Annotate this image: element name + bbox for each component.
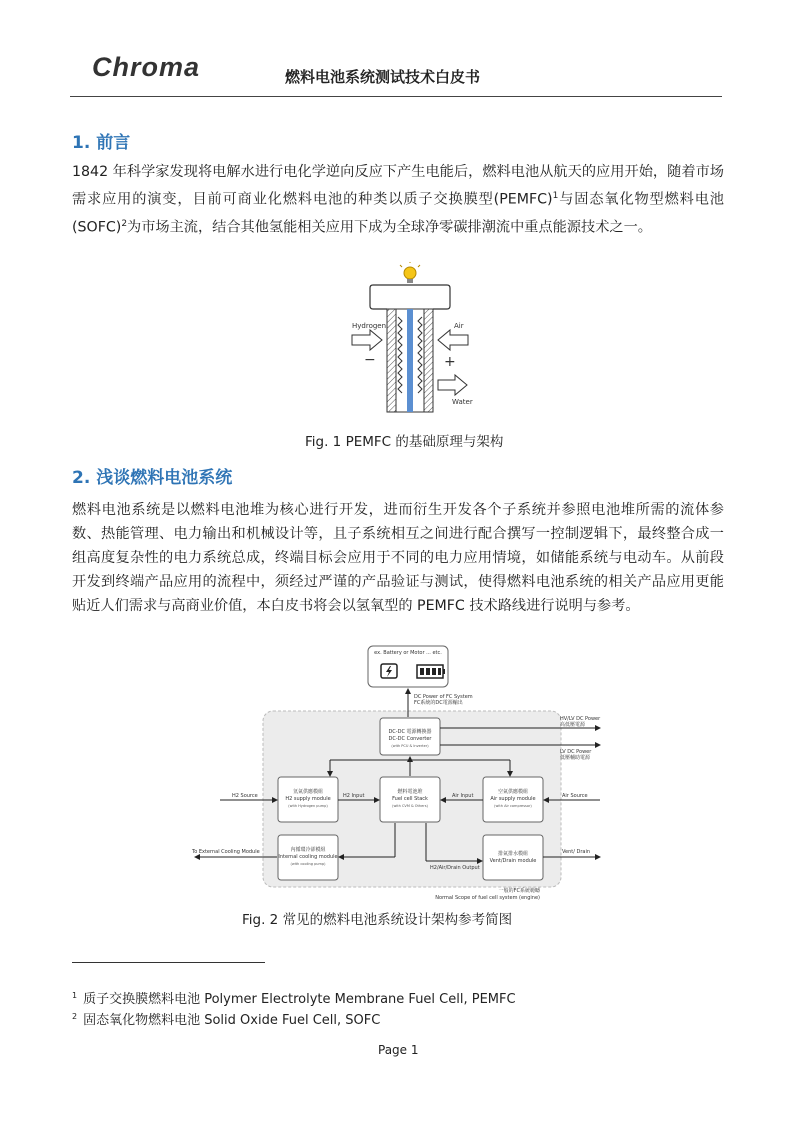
air-module-note: (with Air compressor): [494, 804, 532, 808]
para-text-b: 与固态氧化物型燃料电池(SOFC): [72, 191, 724, 236]
para-text-a: 1842 年科学家发现将电解水进行电化学逆向反应下产生电能后，燃料电池从航天的应用开始，随着市场需求应用的演变，目前可商业化燃料电池的种类以质子交换膜型(PEMFC): [72, 164, 724, 208]
air-module-label: Air supply module: [490, 796, 536, 802]
scope-label: Normal Scope of fuel cell system (engine): [435, 895, 540, 901]
section-1-heading: 1. 前言: [72, 133, 131, 153]
h2-module-note: (with Hydrogen pump): [288, 804, 328, 808]
air-input-label: Air Input: [452, 793, 474, 799]
load-label: ex. Battery or Motor ... etc.: [374, 650, 442, 656]
anode-plate: [387, 309, 396, 412]
footnote-ref-2[interactable]: 2: [121, 218, 128, 229]
footnote-2-text: 固态氧化物燃料电池 Solid Oxide Fuel Cell, SOFC: [83, 1013, 381, 1028]
footnote-1-number: 1: [72, 990, 78, 1000]
cooling-module-label-cn: 內循環冷卻模組: [290, 847, 326, 853]
cooling-module-note: (with cooling pump): [290, 862, 326, 866]
external-cooling-label: To External Cooling Module: [192, 849, 260, 855]
air-in-arrow: [438, 330, 468, 350]
cathode-plate: [424, 309, 433, 412]
hv-power-label-cn: 高低壓電源: [560, 722, 586, 728]
vent-drain-label: Vent/ Drain: [562, 849, 591, 855]
membrane: [407, 309, 413, 412]
figure-1-caption: Fig. 1 PEMFC 的基础原理与架构: [305, 434, 504, 450]
dcdc-label-cn: DC-DC 電源轉換器: [388, 729, 432, 735]
footnote-1-text: 质子交换膜燃料电池 Polymer Electrolyte Membrane Fuel Cell, PEMFC: [83, 992, 516, 1007]
plus-sign: +: [444, 354, 456, 370]
cooling-module-label: Internal cooling module: [278, 854, 338, 860]
dcdc-label: DC-DC Converter: [388, 736, 432, 742]
section-2-heading: 2. 浅谈燃料电池系统: [72, 468, 233, 488]
footnote-1: [72, 988, 516, 1007]
hydrogen-in-arrow: [352, 330, 382, 350]
section-2-paragraph: 燃料电池系统是以燃料电池堆为核心进行开发，进而衍生开发各个子系统并参照电池堆所需的流体参数、热能管理、电力输出和机械设计等，且子系统相互之间进行配合撰写一控制逻辑下，最终整合成一组高度复杂性的电力系统总成，终端目标会应用于不同的电力应用情境，如储能系统与电动车。从前段开发到终端产品应用的流程中，须经过严谨的产品验证与测试，使得燃料电池系统的相关产品应用更能贴近人们需求与高商业价值，本白皮书将会以氢氧型的 PEMFC 技术路线进行说明与参考。: [72, 502, 724, 614]
air-module-label-cn: 空氣供應模組: [497, 789, 529, 795]
vent-module-label: Vent/Drain module: [489, 858, 537, 864]
h2-air-drain-label: H2/Air/Drain Output: [430, 865, 480, 871]
stack-label-cn: 燃料電池堆: [397, 789, 423, 795]
dc-power-label-cn: FC系統的DC電源輸出: [414, 700, 463, 706]
pemfc-diagram: [340, 262, 480, 422]
header-divider: [70, 96, 722, 97]
section-1-paragraph: [72, 160, 724, 239]
para-text-c: 为市场主流，结合其他氢能相关应用下成为全球净零碳排潮流中重点能源技术之一。: [127, 219, 652, 236]
footnote-2: [72, 1009, 380, 1028]
water-out-arrow: [438, 375, 467, 395]
document-title: 燃料电池系统测试技术白皮书: [285, 68, 481, 86]
h2-module-label: H2 supply module: [285, 796, 331, 802]
footnote-ref-1[interactable]: 1: [552, 191, 559, 201]
scope-label-cn: 一般的FC系統範疇: [498, 888, 540, 894]
hydrogen-label: Hydrogen: [352, 322, 387, 330]
stack-note: (with CVM & Others): [392, 804, 428, 808]
dc-power-label: DC Power of FC System: [414, 694, 473, 700]
air-source-label: Air Source: [562, 793, 588, 799]
h2-input-label: H2 Input: [343, 793, 365, 799]
figure-2-caption: Fig. 2 常见的燃料电池系统设计架构参考简图: [242, 912, 513, 928]
lightbulb-icon: [400, 262, 420, 283]
stack-label: Fuel cell Stack: [392, 796, 428, 802]
water-label: Water: [452, 398, 473, 406]
footnote-2-number: 2: [72, 1011, 78, 1021]
air-label: Air: [454, 322, 464, 330]
chroma-logo: Chroma: [92, 52, 201, 82]
external-circuit: [370, 285, 450, 309]
minus-sign: −: [364, 352, 376, 368]
footnote-divider: [72, 962, 265, 963]
dcdc-note: (with PCU & Inverter): [391, 744, 429, 748]
hv-power-label: HV/LV DC Power: [560, 716, 601, 722]
h2-module-label-cn: 氫氣供應模組: [292, 789, 324, 795]
lv-power-label-cn: 低壓輔助電源: [560, 755, 591, 761]
lv-power-label: LV DC Power: [560, 749, 592, 755]
fc-system-diagram: [190, 645, 620, 907]
page-number: Page 1: [378, 1043, 419, 1057]
h2-source-label: H2 Source: [232, 793, 258, 799]
vent-module-label-cn: 排氣排水模組: [497, 851, 529, 857]
